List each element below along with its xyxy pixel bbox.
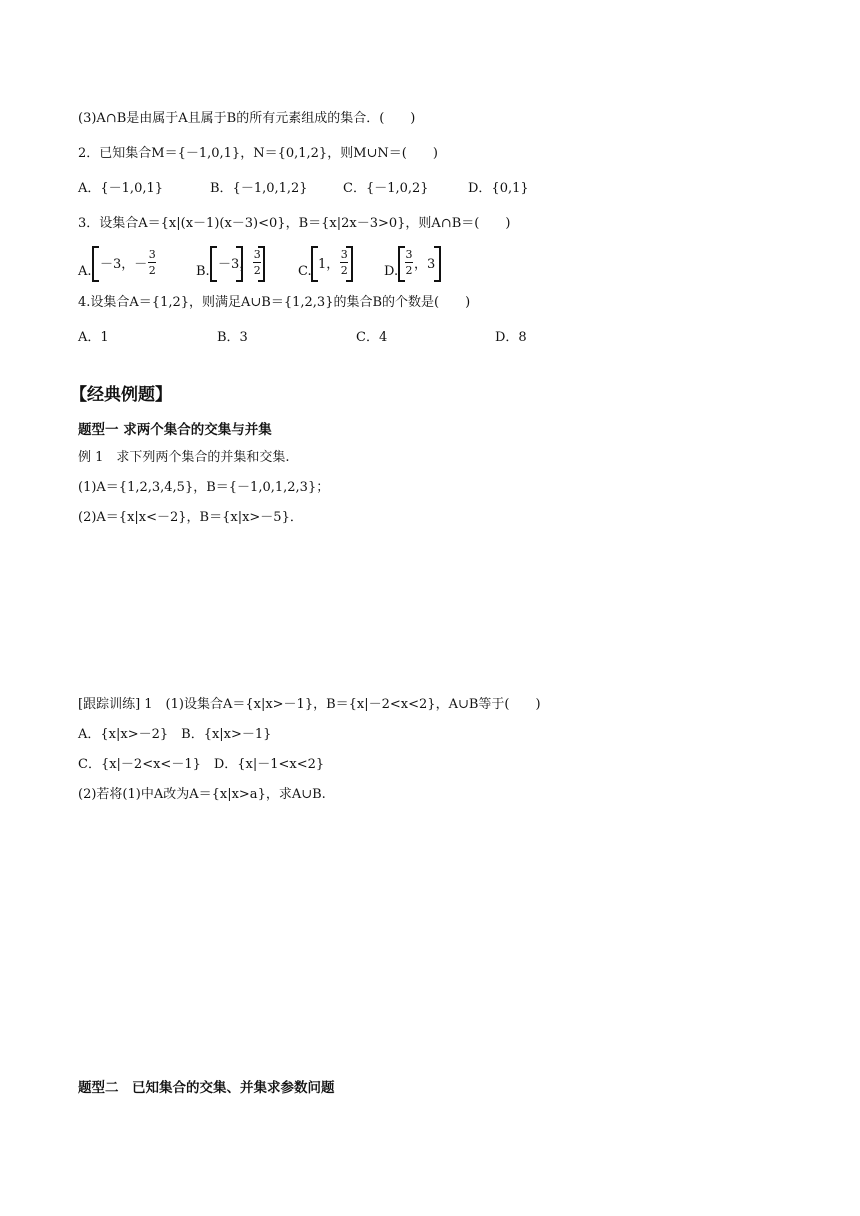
question-4-option-d: D．8 bbox=[495, 330, 527, 345]
option-label: C. bbox=[298, 264, 312, 279]
example-1-part-1: (1)A＝{1,2,3,4,5}，B＝{－1,0,1,2,3}； bbox=[78, 480, 330, 495]
question-2-option-c: C．{－1,0,2} bbox=[343, 181, 429, 196]
question-3-stem: 3．设集合A＝{x|(x－1)(x－3)<0}，B＝{x|2x－3>0}，则A∩B＝( ) bbox=[78, 216, 511, 231]
option-label: D. bbox=[384, 264, 399, 279]
practice-1-options-row-2: C．{x|－2<x<－1} D．{x|－1<x<2} bbox=[78, 757, 325, 772]
option-label: A. bbox=[78, 264, 92, 279]
fraction-numerator: 3 bbox=[405, 247, 413, 261]
question-2-stem: 2．已知集合M＝{－1,0,1}，N＝{0,1,2}，则M∪N＝( ) bbox=[78, 146, 438, 161]
question-4-stem: 4.设集合A＝{1,2}，则满足A∪B＝{1,2,3}的集合B的个数是( ) bbox=[78, 295, 471, 310]
question-2-option-d: D．{0,1} bbox=[468, 181, 529, 196]
fraction-numerator: 3 bbox=[148, 247, 156, 261]
question-4-option-a: A．1 bbox=[78, 330, 109, 345]
fraction-denominator: 2 bbox=[340, 263, 348, 277]
fraction bbox=[405, 248, 413, 277]
question-3-option-a bbox=[78, 244, 178, 282]
fraction-numerator: 3 bbox=[340, 247, 348, 261]
fraction-denominator: 2 bbox=[253, 263, 261, 277]
interval-left-text: 1， bbox=[318, 256, 340, 272]
question-2-option-b: B．{－1,0,1,2} bbox=[210, 181, 308, 196]
right-bracket-icon bbox=[258, 246, 265, 282]
practice-1-part-2: (2)若将(1)中A改为A＝{x|x>a}，求A∪B. bbox=[78, 787, 326, 802]
fraction-denominator: 2 bbox=[148, 263, 156, 277]
question-3-option-b bbox=[196, 244, 276, 282]
example-1-part-2: (2)A＝{x|x<－2}，B＝{x|x>－5}． bbox=[78, 510, 303, 525]
interval-left-text: －3，－ bbox=[100, 256, 148, 272]
question-2-option-a: A．{－1,0,1} bbox=[78, 181, 164, 196]
true-false-item-3: (3)A∩B是由属于A且属于B的所有元素组成的集合．( ) bbox=[78, 111, 416, 126]
question-3-option-c bbox=[298, 244, 358, 282]
practice-1-options-row-1: A．{x|x>－2} B．{x|x>－1} bbox=[78, 727, 272, 742]
topic-2-title: 题型二 已知集合的交集、并集求参数问题 bbox=[78, 1080, 335, 1096]
example-1-stem: 例 1 求下列两个集合的并集和交集. bbox=[78, 450, 290, 465]
topic-1-title: 题型一 求两个集合的交集与并集 bbox=[78, 422, 272, 438]
question-4-option-b: B．3 bbox=[217, 330, 248, 345]
interval-left-text: －3， bbox=[218, 256, 253, 272]
left-bracket-icon bbox=[92, 246, 99, 282]
fraction bbox=[148, 248, 156, 277]
question-4-option-c: C．4 bbox=[356, 330, 388, 345]
left-bracket-icon bbox=[311, 246, 318, 282]
right-bracket-icon bbox=[434, 246, 441, 282]
interval-right-text: ，3 bbox=[414, 256, 436, 272]
fraction-denominator: 2 bbox=[405, 263, 413, 277]
right-bracket-icon bbox=[346, 246, 353, 282]
option-label: B. bbox=[196, 264, 210, 279]
section-heading: 【经典例题】 bbox=[70, 385, 172, 405]
fraction-numerator: 3 bbox=[253, 247, 261, 261]
left-bracket-icon bbox=[210, 246, 217, 282]
practice-1-stem: [跟踪训练] 1 (1)设集合A＝{x|x>－1}，B＝{x|－2<x<2}，A∪B等于( ) bbox=[78, 697, 541, 712]
question-3-option-d bbox=[384, 244, 444, 282]
